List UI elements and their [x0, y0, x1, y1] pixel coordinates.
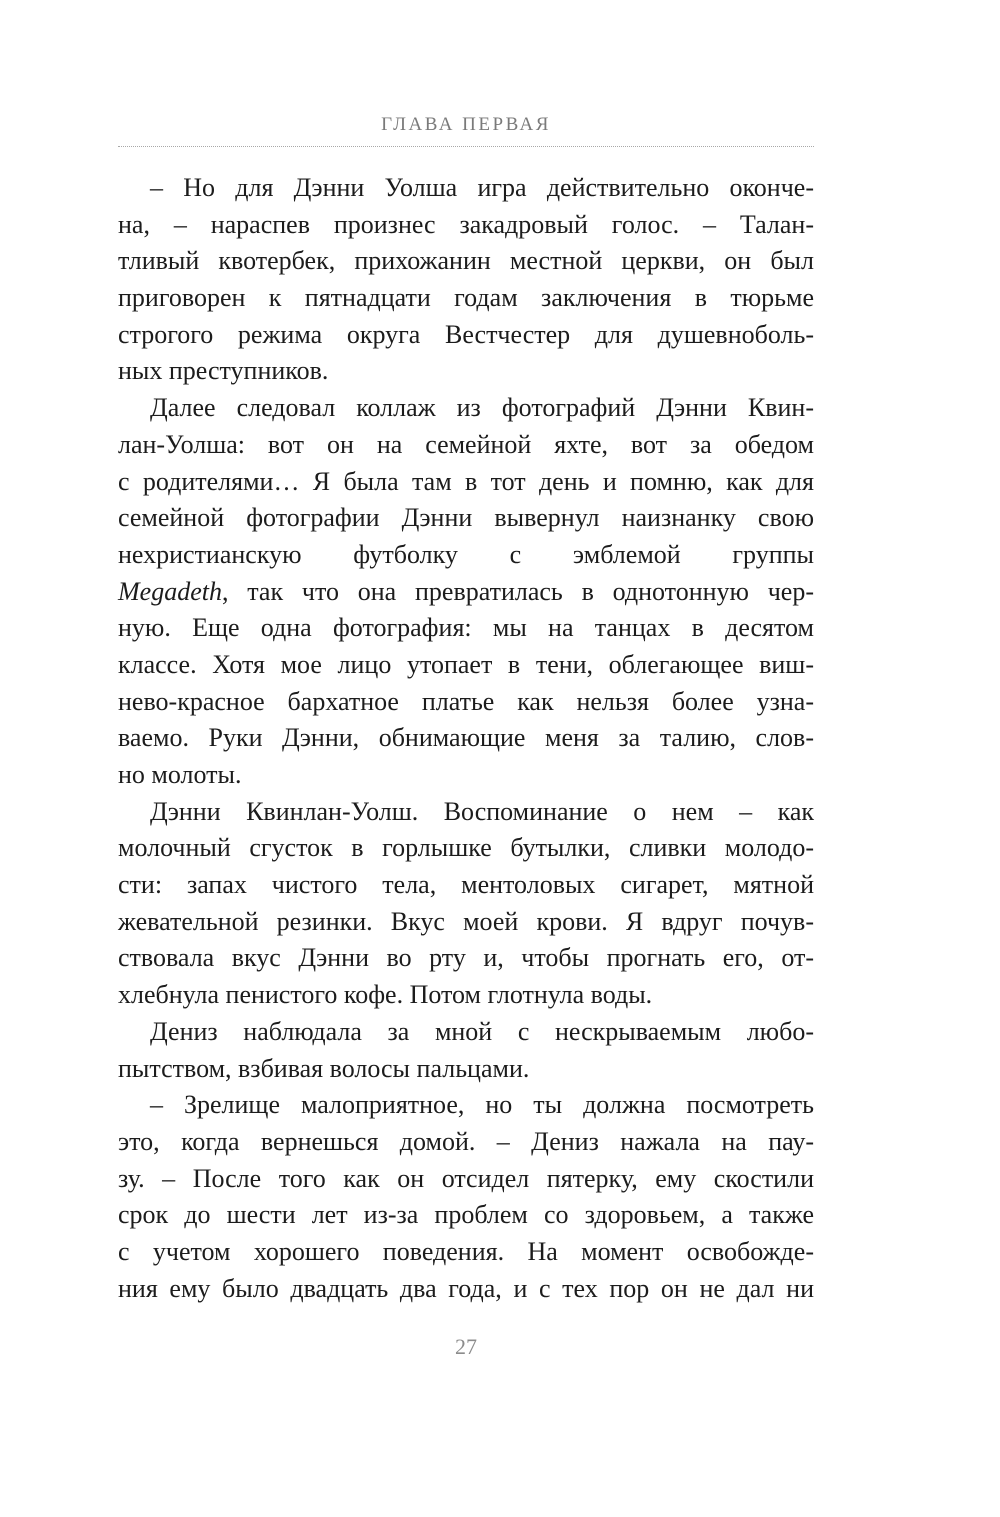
text-line: тливый квотербек, прихожанин местной церкви, он был: [118, 246, 814, 276]
body-text: [118, 170, 814, 1307]
text-line: семейной фотографии Дэнни вывернул наизнанку свою: [118, 503, 814, 533]
text-line-remainder: , так что она превратилась в однотонную чер-: [221, 576, 814, 606]
text-line: Дениз наблюдала за мной с нескрываемым любо-: [150, 1016, 814, 1046]
text-line: ваемо. Руки Дэнни, обнимающие меня за талию, слов-: [118, 723, 814, 753]
text-line: срок до шести лет из-за проблем со здоровьем, а также: [118, 1200, 814, 1230]
header-dotted-rule: [118, 146, 814, 147]
page-number: 27: [455, 1334, 477, 1359]
text-line: нехристианскую футболку с эмблемой группы: [118, 539, 814, 569]
band-name-italic: Megadeth: [118, 576, 222, 606]
text-line: Далее следовал коллаж из фотографий Дэнни Квин-: [150, 393, 814, 423]
text-line: молочный сгусток в горлышке бутылки, сливки молодо-: [118, 833, 814, 863]
text-line: нево-красное бархатное платье как нельзя более узна-: [118, 686, 814, 716]
text-line: сти: запах чистого тела, ментоловых сигарет, мятной: [118, 870, 814, 900]
text-line: жевательной резинки. Вкус моей крови. Я вдруг почув-: [118, 906, 814, 936]
text-line: строгого режима округа Вестчестер для душевноболь-: [118, 319, 814, 349]
text-line: хлебнула пенистого кофе. Потом глотнула воды.: [118, 980, 653, 1010]
text-line: но молоты.: [118, 760, 242, 789]
text-line: ных преступников.: [118, 356, 329, 386]
text-line: классе. Хотя мое лицо утопает в тени, облегающее виш-: [118, 649, 814, 679]
text-line: ния ему было двадцать два года, и с тех пор он не дал ни: [118, 1273, 814, 1303]
text-line: – Но для Дэнни Уолша игра действительно оконче-: [150, 173, 814, 202]
text-line: это, когда вернешься домой. – Дениз нажала на пау-: [118, 1126, 814, 1156]
running-head-chapter-title: ГЛАВА ПЕРВАЯ: [381, 114, 551, 135]
text-line: приговорен к пятнадцати годам заключения в тюрьме: [118, 283, 814, 313]
text-line: зу. – После того как он отсидел пятерку, ему скостили: [118, 1163, 814, 1193]
text-line: – Зрелище малоприятное, но ты должна посмотреть: [150, 1090, 814, 1120]
text-line: ствовала вкус Дэнни во рту и, чтобы прогнать его, от-: [118, 943, 814, 973]
text-line: лан-Уолша: вот он на семейной яхте, вот за обедом: [118, 429, 814, 459]
text-line: ную. Еще одна фотография: мы на танцах в десятом: [118, 613, 814, 643]
text-line: на, – нараспев произнес закадровый голос. – Талан-: [118, 209, 814, 239]
text-line: с родителями… Я была там в тот день и помню, как для: [118, 466, 814, 496]
text-line: с учетом хорошего поведения. На момент освобожде-: [118, 1236, 814, 1266]
text-line: пытством, взбивая волосы пальцами.: [118, 1053, 530, 1083]
text-line-with-band-name: [118, 574, 814, 611]
text-line: Дэнни Квинлан-Уолш. Воспоминание о нем – как: [150, 796, 814, 826]
